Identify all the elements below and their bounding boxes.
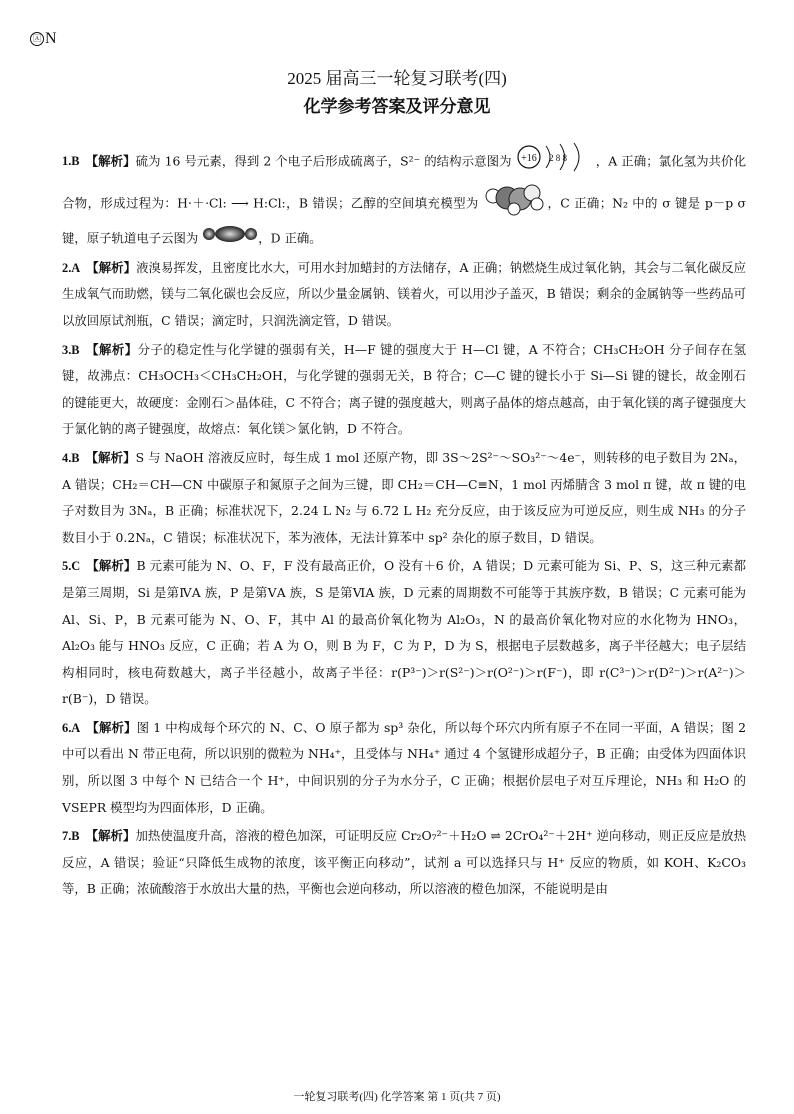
question-text: 图 1 中构成每个环穴的 N、C、O 原子都为 sp³ 杂化，所以每个环穴内所有原子不在同一平面，A 错误；图 2 中可以看出 N 带正电荷，所以识别的微粒为 NH₄⁺，且受体与 NH₄⁺ 通过 4 个氢键形成超分子，B 正确；由受体为四面体识别，所以图 3 中每个 N 已结合一个 H⁺，中间识别的分子为水分子，C 正确；根据价层电子对互斥理论，NH₃ 和 H₂O 的 VSEPR 模型均为四面体形，D 正确。 <box>62 719 746 815</box>
question-text-part: ，D 正确。 <box>258 230 322 246</box>
question-text-part: ，C 正确；N₂ 中的 σ 键是 p－p σ 键，原子轨道电子云图为 <box>62 194 746 246</box>
analysis-tag: 【解析】 <box>85 828 136 844</box>
question-number: 7.B <box>62 829 80 844</box>
page-subtitle: 化学参考答案及评分意见 <box>303 97 491 117</box>
question-text: 加热使温度升高，溶液的橙色加深，可证明反应 Cr₂O₇²⁻＋H₂O ⇌ 2CrO₄²⁻＋2H⁺ 逆向移动，则正反应是放热反应，A 错误；验证“只降低生成物的浓度，该平衡正向移动”，试剂 a 可以选择只与 H⁺ 反应的物质，如 KOH、K₂CO₃ 等，B 正确；浓硫酸溶于水放出大量的热，平衡也会逆向移动，所以溶液的橙色加深，不能说明是由 <box>62 828 747 897</box>
question-1 <box>62 142 746 253</box>
question-number: 1.B <box>62 154 80 169</box>
shell-electrons: 2 8 8 <box>548 153 567 163</box>
page-title: 2025 届高三一轮复习联考(四) <box>287 69 507 88</box>
analysis-tag: 【解析】 <box>86 558 137 574</box>
question-number: 2.A <box>62 260 81 275</box>
question-3 <box>62 337 746 443</box>
question-text-part: 硫为 16 号元素，得到 2 个电子后形成硫离子，S²⁻ 的结构示意图为 <box>135 153 512 169</box>
p-p-sigma-orbital-diagram <box>202 225 258 253</box>
question-number: 4.B <box>62 450 80 465</box>
circled-mark: 🄰 <box>30 32 44 46</box>
analysis-tag: 【解析】 <box>86 719 137 735</box>
question-text: 分子的稳定性与化学键的强弱有关，H—F 键的强度大于 H—Cl 键，A 不符合；CH₃CH₂OH 分子间存在氢键，故沸点：CH₃OCH₃＜CH₃CH₂OH，与化学键的强弱无关，B 符合；C—C 键的键长小于 Si—Si 键的键长，故金刚石的键能更大，故硬度：金刚石＞晶体硅，C 不符合；离子键的强度越大，则离子晶体的熔点越高，由于氧化镁的离子键强度大于氯化钠的离子键强度，故熔点：氧化镁＞氯化钠，D 不符合。 <box>62 341 747 437</box>
question-5 <box>62 553 746 713</box>
analysis-tag: 【解析】 <box>85 449 136 465</box>
question-6 <box>62 715 746 821</box>
analysis-tag: 【解析】 <box>86 259 137 275</box>
question-text-part: ，A 正确；氯化氢为共价化合物，形成过程为：H·＋·Cl: ⟶ H:Cl:，B 错误；乙醇的空间填充模型为 <box>62 153 746 210</box>
nucleus-label: +16 <box>520 153 537 164</box>
answer-body <box>62 142 746 905</box>
question-text: 液溴易挥发，且密度比水大，可用水封加蜡封的方法储存，A 正确；钠燃烧生成过氧化钠，其会与二氧化碳反应生成氧气而助燃，镁与二氧化碳也会反应，所以少量金属钠、镁着火，可以用沙子盖灭，B 错误；剩余的金属钠等一些药品可以放回原试剂瓶，C 错误；滴定时，只润洗滴定管，D 错误。 <box>62 259 747 328</box>
question-number: 5.C <box>62 559 81 574</box>
question-2 <box>62 255 746 335</box>
question-4 <box>62 445 746 551</box>
analysis-tag: 【解析】 <box>85 153 136 169</box>
corner-letter: N <box>45 30 57 47</box>
question-7 <box>62 823 746 903</box>
page-footer: 一轮复习联考(四) 化学答案 第 1 页(共 7 页) <box>293 1091 501 1103</box>
question-text: B 元素可能为 N、O、F，F 没有最高正价，O 没有＋6 价，A 错误；D 元素可能为 Si、P、S，这三种元素都是第三周期，Si 是第ⅣA 族，P 是第ⅤA 族，S 是第ⅥA 族，D 元素的周期数不可能等于其族序数，B 错误；C 元素可能为 Al、Si、P，B 元素可能为 N、O、F，其中 Al 的最高价氧化物为 Al₂O₃，N 的最高价氧化物对应的水化物为 HNO₃，Al₂O₃ 能与 HNO₃ 反应，C 正确；若 A 为 O，则 B 为 F，C 为 P，D 为 S，根据电子层数越多，离子半径越大；电子层结构相同时，核电荷数越大，离子半径越小，故离子半径：r(P³⁻)＞r(S²⁻)＞r(O²⁻)＞r(F⁻)，即 r(C³⁻)＞r(D²⁻)＞r(A²⁻)＞r(B⁻)，D 错误。 <box>62 558 746 707</box>
ethanol-space-filling-model <box>483 182 547 226</box>
question-number: 6.A <box>62 720 81 735</box>
analysis-tag: 【解析】 <box>85 341 138 357</box>
question-text: S 与 NaOH 溶液反应时，每生成 1 mol 还原产物，即 3S～2S²⁻～SO₃²⁻～4e⁻，则转移的电子数目为 2Nₐ，A 错误；CH₂＝CH—CN 中碳原子和氮原子之间为三键，即 CH₂＝CH—C≡N，1 mol 丙烯腈含 3 mol π 键，故 π 键的电子对数目为 3Nₐ，B 正确；标准状况下，2.24 L N₂ 与 6.72 L H₂ 充分反应，由于该反应为可逆反应，则生成 NH₃ 的分子数目小于 0.2Nₐ，C 错误；标准状况下，苯为液体，无法计算苯中 sp² 杂化的原子数目，D 错误。 <box>62 449 747 545</box>
sulfide-ion-structure-diagram <box>516 142 596 182</box>
question-number: 3.B <box>62 342 80 357</box>
corner-mark <box>30 30 57 48</box>
